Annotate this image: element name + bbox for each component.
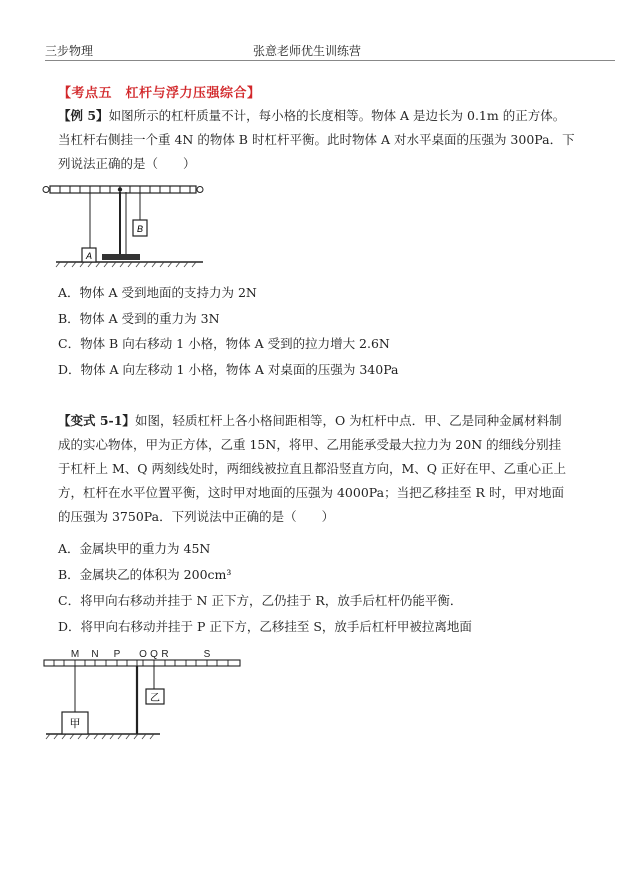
variant-line-2: 成的实心物体，甲为正方体，乙重 15N，将甲、乙用能承受最大拉力为 20N 的细线分别挂 bbox=[58, 437, 562, 452]
example-line-2: 当杠杆右侧挂一个重 4N 的物体 B 时杠杆平衡。此时物体 A 对水平桌面的压强为 300Pa．下 bbox=[58, 132, 575, 147]
example-tag: 【例 5】 bbox=[58, 108, 109, 123]
variant-option-c: C．将甲向右移动并挂于 N 正下方，乙仍挂于 R，放手后杠杆仍能平衡． bbox=[58, 593, 463, 608]
section-title: 【考点五 杠杆与浮力压强综合】 bbox=[58, 86, 261, 101]
example-option-b: B．物体 A 受到的重力为 3N bbox=[58, 311, 220, 326]
example-line-3: 列说法正确的是（ ） bbox=[58, 156, 196, 171]
variant-option-a: A．金属块甲的重力为 45N bbox=[58, 541, 211, 556]
mark-p-label: P bbox=[113, 649, 121, 660]
mark-o-label: O bbox=[139, 649, 147, 660]
mark-s-label: S bbox=[203, 649, 211, 660]
header-left: 三步物理 bbox=[45, 44, 94, 58]
block-yi-label: 乙 bbox=[150, 693, 160, 704]
variant-question bbox=[58, 409, 583, 529]
example-question bbox=[58, 104, 583, 176]
block-b-label: B bbox=[136, 224, 144, 234]
variant-option-d: D．将甲向右移动并挂于 P 正下方，乙移挂至 S，放手后杠杆甲被拉离地面 bbox=[58, 619, 472, 634]
header-center: 张意老师优生训练营 bbox=[253, 44, 362, 58]
page-header bbox=[45, 40, 615, 61]
mark-m-label: M bbox=[70, 649, 80, 660]
example-option-a: A．物体 A 受到地面的支持力为 2N bbox=[58, 285, 257, 300]
variant-line-1: 如图，轻质杠杆上各小格间距相等，O 为杠杆中点．甲、乙是同种金属材料制 bbox=[134, 413, 562, 428]
example-line-1: 如图所示的杠杆质量不计，每小格的长度相等。物体 A 是边长为 0.1m 的正方体。 bbox=[108, 108, 566, 123]
mark-r-label: R bbox=[161, 649, 169, 660]
mark-n-label: N bbox=[91, 649, 99, 660]
example-option-d: D．物体 A 向左移动 1 小格，物体 A 对桌面的压强为 340Pa bbox=[58, 362, 399, 377]
block-a-label: A bbox=[85, 251, 93, 261]
lever-figure-2 bbox=[40, 646, 245, 746]
variant-line-4: 方，杠杆在水平位置平衡，这时甲对地面的压强为 4000Pa；当把乙移挂至 R 时，甲对地面 bbox=[58, 485, 564, 500]
variant-tag: 【变式 5-1】 bbox=[58, 413, 135, 428]
example-option-c: C．物体 B 向右移动 1 小格，物体 A 受到的拉力增大 2.6N bbox=[58, 336, 390, 351]
block-jia-label: 甲 bbox=[69, 717, 81, 730]
variant-line-3: 于杠杆上 M、Q 两刻线处时，两细线被拉直且都沿竖直方向，M、Q 正好在甲、乙重心正上 bbox=[58, 461, 567, 476]
lever-figure-1 bbox=[38, 182, 208, 274]
mark-q-label: Q bbox=[150, 649, 158, 660]
variant-option-b: B．金属块乙的体积为 200cm³ bbox=[58, 567, 232, 582]
variant-line-5: 的压强为 3750Pa．下列说法中正确的是（ ） bbox=[58, 509, 335, 524]
